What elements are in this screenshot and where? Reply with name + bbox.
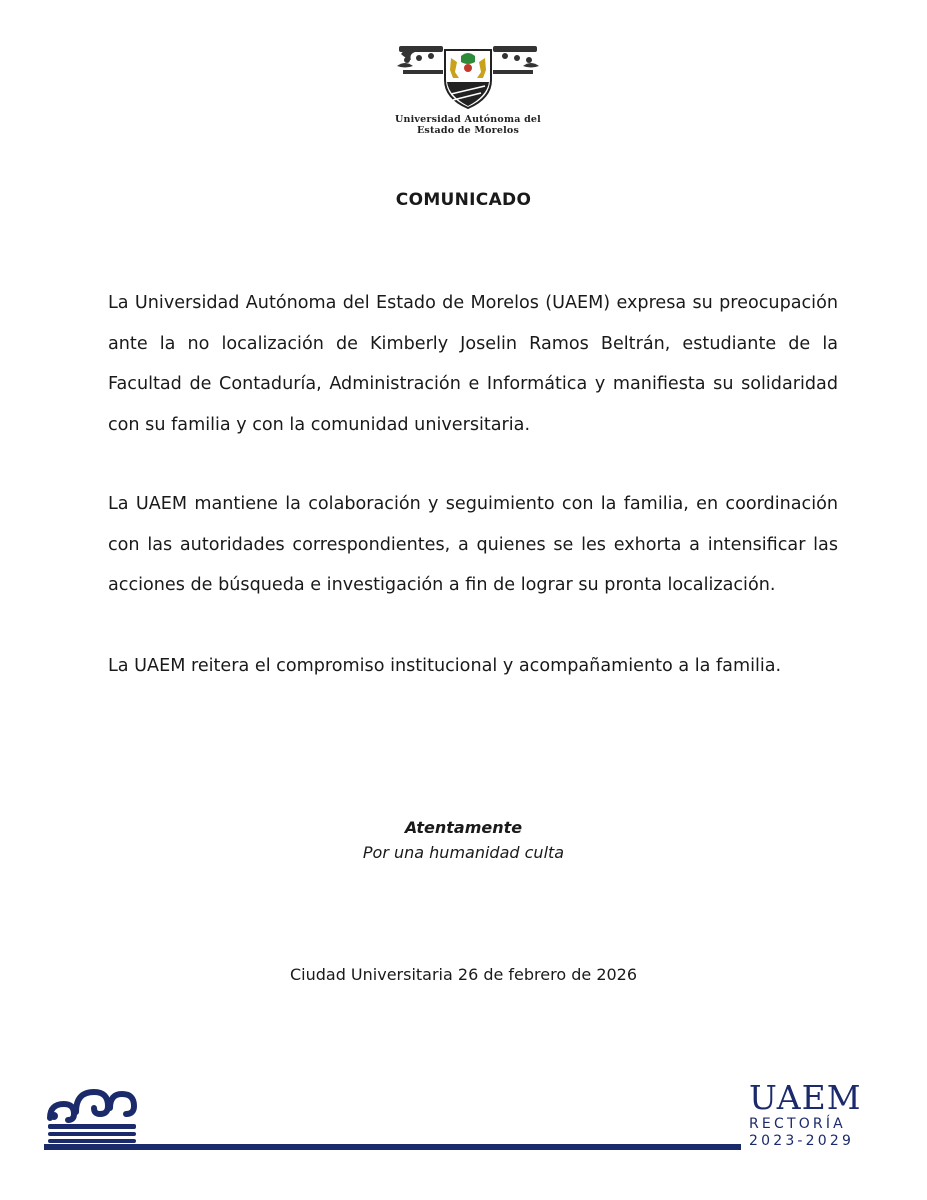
motto: Por una humanidad culta xyxy=(362,843,565,862)
paragraph-1: La Universidad Autónoma del Estado de Morelos (UAEM) expresa su preocupación ante la no localización de Kimberly Joselin Ramos Beltrán, estudiante de la Facultad de Contaduría, Administración e Informática y manifiesta su solidaridad con su familia y con la comunidad universitaria. xyxy=(108,293,838,435)
place-date: Ciudad Universitaria 26 de febrero de 2026 xyxy=(289,965,638,984)
closing-salutation: Atentamente xyxy=(404,818,523,837)
institution-name-line1: Universidad Autónoma del xyxy=(395,114,541,125)
university-crest-icon xyxy=(393,40,543,112)
university-logo xyxy=(388,40,548,136)
wave-ornament-icon xyxy=(44,1082,140,1146)
brand-office: RECTORÍA xyxy=(749,1116,846,1132)
footer-rule xyxy=(44,1144,741,1150)
document-title: COMUNICADO xyxy=(395,190,532,210)
paragraph-2: La UAEM mantiene la colaboración y seguimiento con la familia, en coordinación con las autoridades correspondientes, a quienes se les exhorta a intensificar las acciones de búsqueda e investigación a fin de lograr su pronta localización. xyxy=(108,494,838,595)
paragraph-3: La UAEM reitera el compromiso institucional y acompañamiento a la familia. xyxy=(108,656,782,676)
institution-name-line2: Estado de Morelos xyxy=(416,125,519,136)
footer-brand xyxy=(749,1078,862,1150)
brand-period: 2023-2029 xyxy=(749,1133,855,1149)
brand-name: UAEM xyxy=(749,1078,862,1117)
